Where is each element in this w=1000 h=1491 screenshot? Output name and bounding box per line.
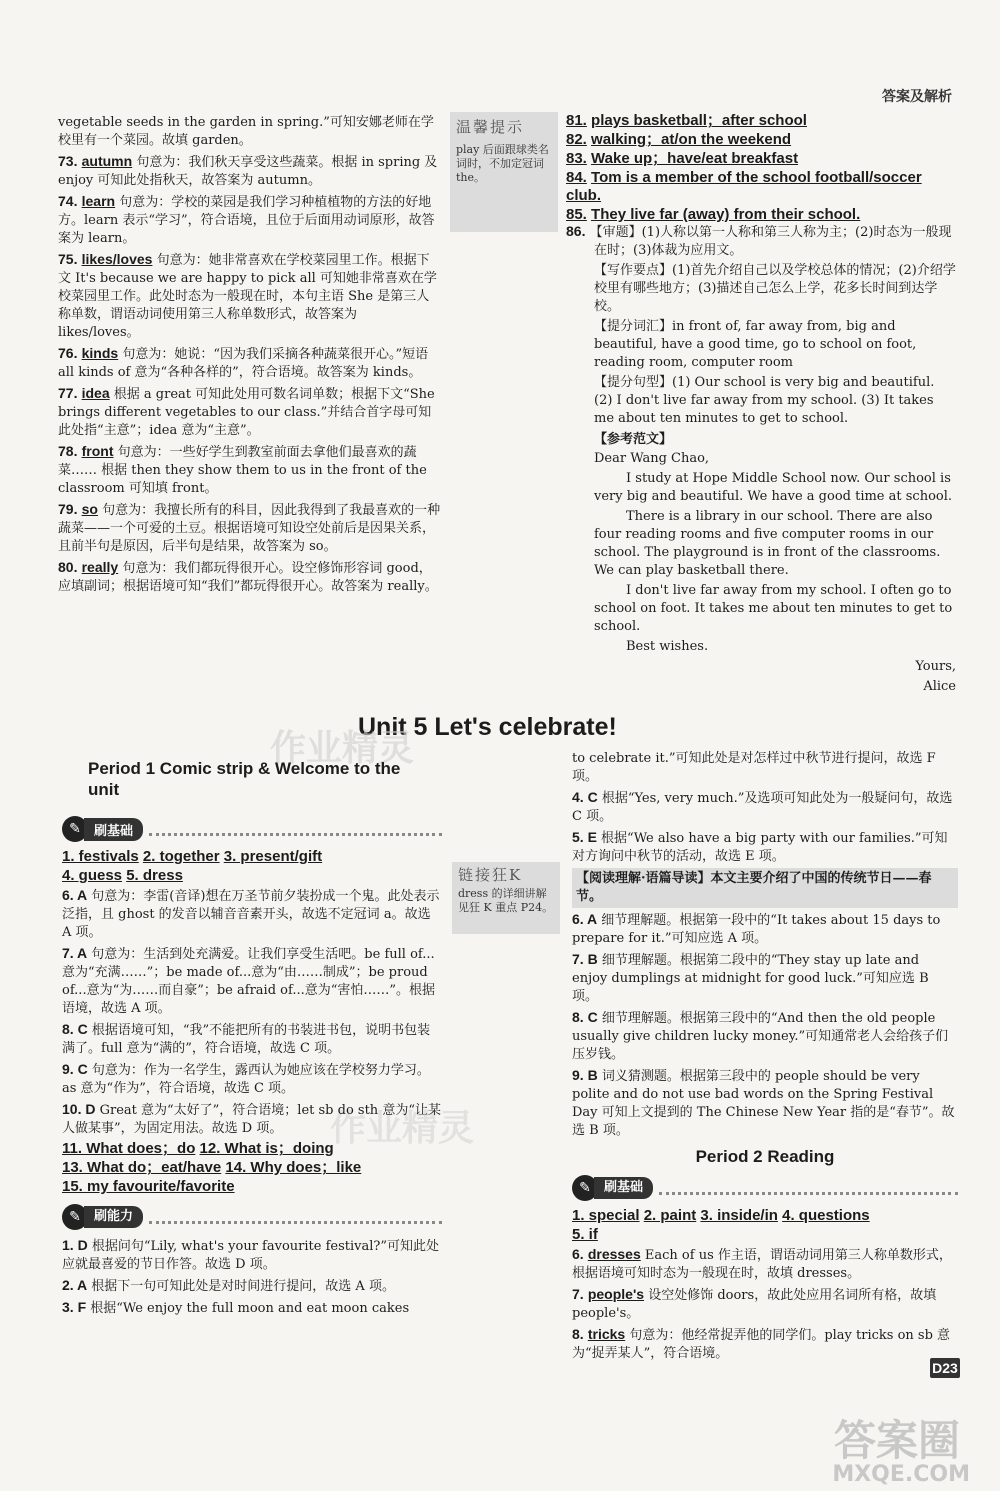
answer-item xyxy=(58,500,442,556)
item-explanation: 细节理解题。根据第一段中的“It takes about 15 days to prepare for it.”可知应选 A 项。 xyxy=(572,913,941,946)
badge-label: 刷能力 xyxy=(84,1206,143,1228)
answer-item xyxy=(58,192,442,248)
answer-item xyxy=(58,558,442,596)
badge-ability xyxy=(62,1204,442,1230)
item-number: 80. xyxy=(58,559,78,575)
answer-blank: 4. questions xyxy=(782,1207,870,1224)
item-explanation: 句意为：一些好学生到教室前面去拿他们最喜欢的蔬菜…… 根据 then they show them to us in the front of the classroom 可知填 front。 xyxy=(58,445,427,496)
answer-blank: 4. guess xyxy=(62,867,123,884)
watermark-1: 作业精灵 xyxy=(270,728,415,769)
answer-blank: 2. paint xyxy=(643,1207,697,1224)
reading-guide: 【阅读理解·语篇导读】本文主要介绍了中国的传统节日——春节。 xyxy=(572,868,958,908)
item-number: 9. C xyxy=(62,1061,88,1077)
item-answer: people's xyxy=(587,1286,645,1302)
item-explanation: 根据 a great 可知此处用可数名词单数；根据下文“She brings different vegetables to our class.”并结合首字母可知此处指“主意”；idea 意为“主意”。 xyxy=(58,387,435,438)
answer-line xyxy=(62,867,442,885)
item-explanation: Each of us 作主语，谓语动词用第三人称单数形式，根据语境可知时态为一般现在时，故填 dresses。 xyxy=(572,1248,952,1281)
item-number: 5. E xyxy=(572,829,597,845)
item-number: 6. A xyxy=(62,887,88,903)
choice-item xyxy=(62,944,442,1018)
item-explanation: 句意为：我擅长所有的科目，因此我得到了我最喜欢的一种蔬菜——一个可爱的土豆。根据语境可知设空处前后是因果关系，且前半句是原因，后半句是结果，故答案为 so。 xyxy=(58,503,441,554)
item-answer: Tom is a member of the school football/soccer club. xyxy=(566,169,922,204)
item-number: 6. A xyxy=(572,911,598,927)
q86-yaodian: 【写作要点】(1)首先介绍自己以及学校总体的情况；(2)介绍学校里有哪些地方；(3)描述自己怎么上学，花多长时间到达学校。 xyxy=(594,263,956,314)
tip-body: play 后面跟球类名词时，不加定冠词 the。 xyxy=(456,143,549,184)
answer-line xyxy=(62,1140,442,1158)
choice-item xyxy=(572,788,958,826)
answer-line xyxy=(62,1178,442,1196)
page-number: D23 xyxy=(930,1358,960,1378)
choice-item xyxy=(572,950,958,1006)
item-explanation: Great 意为“太好了”，符合语境；let sb do sth 意为“让某人做某事”，为固定用法。故选 D 项。 xyxy=(62,1103,441,1136)
item-number: 82. xyxy=(566,131,587,148)
item-explanation: 细节理解题。根据第三段中的“And then the old people usually give children lucky money.”可知通常老人会给孩子们压岁钱。 xyxy=(572,1011,949,1062)
letter-paragraph: I study at Hope Middle School now. Our school is very big and beautiful. We have a good time at school. xyxy=(594,471,953,504)
item-number: 78. xyxy=(58,443,78,459)
choice-item xyxy=(62,886,442,942)
answer-blank: 5. dress xyxy=(126,867,183,884)
badge-basic xyxy=(62,816,442,842)
badge-label: 刷基础 xyxy=(84,818,143,841)
letter-paragraph: I don't live far away from my school. I often go to school on foot. It takes me about ten minutes to get to school. xyxy=(594,583,953,634)
right-bottom-column xyxy=(572,750,958,1365)
answer-blank: 15. my favourite/favorite xyxy=(62,1178,235,1195)
item-explanation: 词义猜测题。根据第三段中的 people should be very polite and do not use bad words on the Spring Festival Day 可知上文提到的 The Chinese New Year 指的是“春节”。故选 B 项。 xyxy=(572,1069,955,1138)
item-answer: front xyxy=(81,443,114,459)
item-number: 9. B xyxy=(572,1067,598,1083)
period1-title: Period 1 Comic strip & Welcome to the unit xyxy=(88,759,401,799)
item-explanation: 句意为：作为一名学生，露西认为她应该在学校努力学习。as 意为“作为”，符合语境，故选 C 项。 xyxy=(62,1063,430,1096)
answer-line xyxy=(572,1226,958,1244)
item-answer: plays basketball；after school xyxy=(591,112,807,129)
left-top-column xyxy=(58,114,442,598)
short-answer-item xyxy=(566,169,956,205)
answer-blank: 5. if xyxy=(572,1226,598,1243)
item-answer: tricks xyxy=(587,1326,626,1342)
q86-cihui: 【提分词汇】in front of, far away from, big and beautiful, have a good time, go to school on foot, reading room, computer room xyxy=(594,319,917,370)
item-number: 10. D xyxy=(62,1101,96,1117)
answer-blank: 14. Why does；like xyxy=(225,1159,362,1176)
answer-item xyxy=(572,1325,958,1363)
q86-juxing: 【提分句型】(1) Our school is very big and beautiful. (2) I don't live far away from my school. (3) It takes me about ten minutes to get to school. xyxy=(594,375,935,426)
item-number: 8. C xyxy=(572,1009,598,1025)
tip-box-top xyxy=(450,112,558,232)
choice-item xyxy=(572,750,958,786)
answer-line xyxy=(62,1159,442,1177)
answer-blank: 3. inside/in xyxy=(700,1207,778,1224)
item-explanation: to celebrate it.”可知此处是对怎样过中秋节进行提问，故选 F 项。 xyxy=(572,751,936,784)
answer-line xyxy=(572,1207,958,1225)
item-explanation: 句意为：我们秋天享受这些蔬菜。根据 in spring 及 enjoy 可知此处指秋天，故答案为 autumn。 xyxy=(58,155,438,188)
answer-item xyxy=(572,1245,958,1283)
choice-item xyxy=(572,1008,958,1064)
choice-item xyxy=(62,1276,442,1296)
choice-item xyxy=(572,828,958,866)
answer-blank: 3. present/gift xyxy=(223,848,323,865)
choice-item xyxy=(62,1236,442,1274)
item-explanation: 句意为：她非常喜欢在学校菜园里工作。根据下文 It's because we are happy to pick all 可知她非常喜欢在学校菜园里工作。此处时态为一般现在时，本句主语 She 是第三人称单数，谓语动词使用第三人称单数形式，故答案为 likes/loves。 xyxy=(58,253,437,340)
choice-item xyxy=(572,1066,958,1140)
tip-title: 温馨提示 xyxy=(456,118,525,136)
answer-blank: 1. special xyxy=(572,1207,640,1224)
item-number: 8. C xyxy=(62,1021,88,1037)
q86-greeting: Dear Wang Chao, xyxy=(594,451,710,466)
item-explanation: 句意为：生活到处充满爱。让我们享受生活吧。be full of...意为“充满……”；be made of...意为“由……制成”；be proud of...意为“为……而自豪”；be afraid of...意为“害怕……”。根据语境，故选 A 项。 xyxy=(62,947,436,1016)
answer-item xyxy=(58,384,442,440)
book-icon: ✎ xyxy=(572,1175,598,1201)
item-explanation: 根据问句“Lily, what's your favourite festival?”可知此处应就最喜爱的节日作答。故选 D 项。 xyxy=(62,1239,440,1272)
answer-line xyxy=(62,848,442,866)
item-answer: really xyxy=(81,559,119,575)
answer-item xyxy=(58,344,442,382)
q86-paragraphs xyxy=(594,470,956,656)
item-answer: likes/loves xyxy=(81,251,153,267)
item-answer: learn xyxy=(81,193,116,209)
choice-item xyxy=(62,1100,442,1138)
tip-box-mid xyxy=(452,862,560,934)
item-number: 84. xyxy=(566,169,587,186)
book-icon: ✎ xyxy=(62,816,88,842)
choice-item xyxy=(62,1298,442,1318)
item-number: 7. B xyxy=(572,951,598,967)
badge-basic-2 xyxy=(572,1175,958,1201)
item-explanation: 根据“Yes, very much.”及选项可知此处为一般疑问句，故选 C 项。 xyxy=(572,791,953,824)
item-number: 74. xyxy=(58,193,78,209)
answer-blank: 2. together xyxy=(142,848,220,865)
letter-paragraph: There is a library in our school. There are also four reading rooms and five computer rooms in our school. The playground is in front of the classrooms. We can play basketball there. xyxy=(594,509,941,578)
item-answer: dresses xyxy=(587,1246,641,1262)
item-number: 73. xyxy=(58,153,78,169)
answer-blank: 1. festivals xyxy=(62,848,139,865)
watermark-2: 作业精灵 xyxy=(330,1108,475,1149)
answer-blank: 13. What do；eat/have xyxy=(62,1159,222,1176)
item-explanation: 设空处修饰 doors，故此处应用名词所有格，故填 people's。 xyxy=(572,1288,937,1321)
item-number: 2. A xyxy=(62,1277,88,1293)
item-number: 4. C xyxy=(572,789,598,805)
item-explanation: 句意为：学校的菜园是我们学习种植植物的方法的好地方。learn 表示“学习”，符合语境，且位于后面用动词原形，故答案为 learn。 xyxy=(58,195,435,246)
q86-closing: Yours, xyxy=(915,659,956,674)
item-answer: walking；at/on the weekend xyxy=(591,131,792,148)
item-number: 79. xyxy=(58,501,78,517)
item-number: 6. xyxy=(572,1246,584,1262)
item-explanation: 根据下一句可知此处是对时间进行提问，故选 A 项。 xyxy=(91,1279,395,1294)
badge-label: 刷基础 xyxy=(594,1177,653,1199)
item-explanation: 根据语境可知，“我”不能把所有的书装进书包，说明书包装满了。full 意为“满的”，符合语境，故选 C 项。 xyxy=(62,1023,431,1056)
period1-answers xyxy=(62,848,442,1320)
letter-paragraph: Best wishes. xyxy=(626,639,709,654)
short-answer-item xyxy=(566,150,956,168)
item-explanation: 根据“We also have a big party with our families.”可知对方询问中秋节的活动，故选 E 项。 xyxy=(572,831,948,864)
answer-item xyxy=(58,114,442,150)
q86-block xyxy=(566,222,956,698)
item-explanation: 句意为：她说：“因为我们采摘各种蔬菜很开心。”短语 all kinds of 意为“各种各样的”，符合语境。故答案为 kinds。 xyxy=(58,347,429,380)
footer-url: MXQE.COM xyxy=(832,1462,970,1487)
item-explanation: 句意为：李雷(音译)想在万圣节前夕装扮成一个鬼。此处表示泛指，且 ghost 的发音以辅音音素开头，故选不定冠词 a。故选 A 项。 xyxy=(62,889,440,940)
item-answer: idea xyxy=(81,385,110,401)
item-number: 81. xyxy=(566,112,587,129)
item-answer: Wake up；have/eat breakfast xyxy=(591,150,799,167)
item-explanation: 句意为：他经常捉弄他的同学们。play tricks on sb 意为“捉弄某人”，符合语境。 xyxy=(572,1328,951,1361)
item-answer: They live far (away) from their school. xyxy=(591,206,861,223)
item-explanation: 句意为：我们都玩得很开心。设空修饰形容词 good，应填副词；根据语境可知“我们”都玩得很开心。故答案为 really。 xyxy=(58,561,438,594)
item-number: 8. xyxy=(572,1326,584,1342)
q86-signature: Alice xyxy=(923,679,956,694)
q86-shenti: 【审题】(1)人称以第一人称和第三人称为主；(2)时态为一般现在时；(3)体裁为应用文。 xyxy=(589,225,952,258)
answer-blank: 11. What does；do xyxy=(62,1140,196,1157)
answer-blank: 12. What is；doing xyxy=(199,1140,334,1157)
item-number: 1. D xyxy=(62,1237,88,1253)
right-top-column xyxy=(566,112,956,225)
item-number: 3. F xyxy=(62,1299,87,1315)
choice-item xyxy=(62,1060,442,1098)
book-icon: ✎ xyxy=(62,1204,88,1230)
short-answer-item xyxy=(566,112,956,130)
tip-mid-body: dress 的详细讲解见狂 K 重点 P24。 xyxy=(458,887,554,914)
header-label: 答案及解析 xyxy=(882,89,952,105)
answer-item xyxy=(572,1285,958,1323)
choice-item xyxy=(62,1020,442,1058)
item-answer: autumn xyxy=(81,153,133,169)
answer-item xyxy=(58,250,442,342)
item-number: 85. xyxy=(566,206,587,223)
answer-item xyxy=(58,152,442,190)
logo-text: 答案圈 xyxy=(833,1416,960,1465)
choice-item xyxy=(572,910,958,948)
item-number: 75. xyxy=(58,251,78,267)
period2-title: Period 2 Reading xyxy=(695,1147,835,1166)
item-answer: so xyxy=(81,501,98,517)
unit-title: Unit 5 Let's celebrate! xyxy=(358,713,617,741)
item-explanation: 细节理解题。根据第二段中的“They stay up late and enjoy dumplings at midnight for good luck.”可知应选 B 项。 xyxy=(572,953,929,1004)
item-explanation: 根据“We enjoy the full moon and eat moon cakes xyxy=(90,1301,410,1316)
tip-mid-title: 链接狂K xyxy=(458,866,523,884)
item-number: 7. xyxy=(572,1286,584,1302)
item-number: 77. xyxy=(58,385,78,401)
item-number: 83. xyxy=(566,150,587,167)
q86-num: 86. xyxy=(566,223,586,239)
answer-item xyxy=(58,442,442,498)
short-answer-item xyxy=(566,131,956,149)
q86-fanwen-label: 【参考范文】 xyxy=(594,431,673,446)
item-explanation: vegetable seeds in the garden in spring.”可知安娜老师在学校里有一个菜园。故填 garden。 xyxy=(58,115,434,148)
item-number: 76. xyxy=(58,345,78,361)
item-answer: kinds xyxy=(81,345,119,361)
item-number: 7. A xyxy=(62,945,88,961)
